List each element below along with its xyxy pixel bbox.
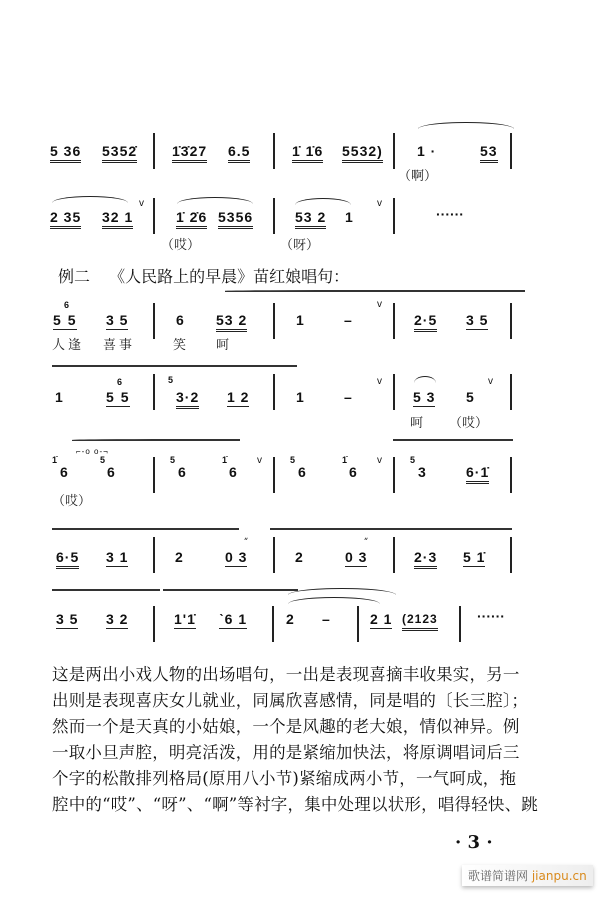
note-group: 2·5	[414, 312, 437, 332]
lyric: （呀）	[280, 238, 320, 253]
breath-mark: v	[377, 376, 382, 387]
slur	[52, 365, 297, 367]
note: 6	[349, 464, 358, 480]
note-group: 53 2	[295, 209, 326, 229]
lyric: （哎）	[449, 416, 489, 431]
barline	[393, 374, 395, 410]
lyric: （啊）	[398, 169, 438, 184]
breath-mark: v	[377, 299, 382, 310]
note-group: 0 3	[345, 549, 368, 565]
slur	[288, 597, 380, 604]
barline	[459, 606, 461, 642]
barline	[273, 303, 275, 339]
body-paragraph	[52, 662, 572, 818]
note-group: 3 2	[106, 611, 129, 627]
note-group: 2	[175, 549, 184, 565]
note-group: 1ʹ1̇	[174, 611, 196, 627]
breath-mark: v	[377, 455, 382, 466]
barline	[393, 198, 395, 234]
note: 6	[298, 464, 307, 480]
note-group: 6·1̇	[466, 464, 489, 484]
note-group: 1	[296, 389, 305, 405]
barline	[153, 457, 155, 493]
barline	[153, 374, 155, 410]
grace-note: 1̇	[342, 455, 348, 465]
continuation-ellipsis: ······	[477, 608, 505, 624]
note: 3	[418, 464, 427, 480]
breath-mark: v	[488, 376, 493, 387]
note: 6	[107, 464, 116, 480]
lyric: 人逢	[52, 338, 85, 353]
watermark	[462, 865, 593, 886]
note-group: 1̇ 1̇6	[292, 143, 323, 163]
grace-note: 5	[410, 455, 416, 465]
note: 6	[60, 464, 69, 480]
lyric: 笑	[173, 338, 187, 353]
paragraph-line: 一取小旦声腔，明亮活泼，用的是紧缩加快法，将原调唱词后三	[52, 743, 520, 762]
page-number: · 3 ·	[455, 832, 493, 853]
slur	[414, 376, 436, 383]
paragraph-line: 腔中的“哎”、“呀”、“啊”等衬字，集中处理以状形，唱得轻快、跳	[52, 795, 539, 814]
watermark-cn: 歌谱简谱网	[468, 869, 529, 883]
note-group: 3 5	[466, 312, 489, 328]
note-group: 5 36	[50, 143, 81, 163]
barline	[273, 374, 275, 410]
barline	[393, 457, 395, 493]
note-group: 2	[286, 611, 295, 627]
slur	[72, 439, 240, 441]
barline	[273, 537, 275, 573]
note-group: 2 35	[50, 209, 81, 229]
lyric: （哎）	[52, 494, 92, 509]
lyric: 呵	[410, 416, 424, 431]
note: 5	[53, 312, 62, 328]
barline	[272, 606, 274, 642]
slur	[295, 198, 351, 205]
note-group: –	[344, 312, 353, 328]
slur	[270, 528, 512, 530]
barline	[393, 133, 395, 169]
slur	[52, 528, 239, 530]
note-group: 5	[466, 389, 475, 405]
breath-mark: v	[139, 198, 144, 209]
note-group: 1̇3̇27	[172, 143, 207, 163]
barline	[510, 133, 512, 169]
note-group: 1 ·	[417, 143, 437, 159]
note-group: 1	[345, 209, 354, 225]
barline	[393, 537, 395, 573]
example-title: 《人民路上的早晨》苗红娘唱句：	[109, 267, 350, 286]
barline	[153, 198, 155, 234]
note-group: ˋ6 1	[219, 611, 248, 627]
note: 6	[178, 464, 187, 480]
barline	[510, 457, 512, 493]
note-group: –	[344, 389, 353, 405]
note-group: 5 1̇	[463, 549, 486, 565]
note-group: 2·3	[414, 549, 437, 569]
barline	[393, 303, 395, 339]
note-group: 53 2	[216, 312, 247, 332]
note-group: 6·5	[56, 549, 79, 569]
note: 5	[120, 389, 130, 405]
note: 5	[67, 312, 77, 328]
lyric: （哎）	[161, 238, 201, 253]
note-group	[106, 389, 130, 407]
barline	[510, 374, 512, 410]
note-group: 32 1	[102, 209, 133, 229]
grace-note: 5	[100, 455, 106, 465]
continuation-ellipsis: ······	[436, 206, 464, 222]
barline	[273, 198, 275, 234]
note: 6	[229, 464, 238, 480]
note-group: 2	[295, 549, 304, 565]
paragraph-line: 个字的松散排列格局(原用八小节)紧缩成两小节，一气呵成，拖	[52, 769, 517, 788]
barline	[153, 303, 155, 339]
breath-mark: v	[257, 455, 262, 466]
grace-note: 5	[168, 375, 174, 385]
note-group: 5 3	[413, 389, 436, 405]
lyric: 呵	[216, 338, 230, 353]
note-group: 1	[55, 389, 64, 405]
barline	[273, 457, 275, 493]
note-group: 1 2	[227, 389, 250, 405]
note-group: 1	[296, 312, 305, 328]
slur	[225, 290, 525, 292]
grace-note: 5	[290, 455, 296, 465]
barline	[357, 606, 359, 642]
watermark-en: jianpu.cn	[531, 869, 587, 883]
barline	[273, 133, 275, 169]
note: 5	[106, 389, 115, 405]
barline	[153, 606, 155, 642]
note-group: 53	[480, 143, 498, 163]
note-group: 1̇ 2̇6	[176, 209, 207, 229]
slur	[393, 439, 513, 441]
grace-note: 5	[170, 455, 176, 465]
slur	[177, 197, 253, 204]
note-group: 6	[176, 312, 185, 328]
paragraph-line: 这是两出小戏人物的出场唱句，一出是表现喜摘丰收果实，另一	[52, 665, 520, 684]
accent-mark: ʺ	[244, 538, 249, 548]
note-group: 3·2	[176, 389, 199, 409]
grace-note: 1̇	[222, 455, 228, 465]
barline	[153, 537, 155, 573]
note-group	[53, 312, 77, 330]
note-group: –	[322, 611, 331, 627]
note-group: 0 3	[225, 549, 248, 565]
grace-note: 1̇	[52, 455, 58, 465]
slur	[52, 196, 128, 203]
example-heading	[58, 264, 349, 287]
note-group: 2 1	[370, 611, 393, 627]
example-label: 例二	[58, 267, 91, 286]
note-group: 5356	[218, 209, 253, 229]
note-group: 6.5	[228, 143, 250, 163]
paragraph-line: 出则是表现喜庆女儿就业，同属欣喜感情，同是唱的〔长三腔〕；	[52, 691, 529, 710]
barline	[153, 133, 155, 169]
note-group: 3 5	[106, 312, 129, 328]
accent-mark: ʺ	[364, 538, 369, 548]
note-group: 3 1	[106, 549, 129, 565]
slur	[163, 589, 298, 591]
note-group: 5532)	[342, 143, 383, 163]
grace-note: 6	[117, 377, 123, 387]
note-group: 5352̇	[102, 143, 137, 163]
ornament-mark: ⌐‑o o‑¬	[76, 447, 109, 456]
slur	[418, 122, 514, 129]
note-group: (2123	[402, 611, 438, 631]
breath-mark: v	[377, 198, 382, 209]
slur	[288, 588, 396, 595]
slur	[52, 589, 160, 591]
note-group: 3 5	[56, 611, 79, 627]
paragraph-line: 然而一个是天真的小姑娘，一个是风趣的老大娘，情似神异。例	[52, 717, 520, 736]
lyric: 喜事	[103, 338, 136, 353]
barline	[510, 537, 512, 573]
barline	[510, 303, 512, 339]
grace-note: 6	[64, 300, 70, 310]
